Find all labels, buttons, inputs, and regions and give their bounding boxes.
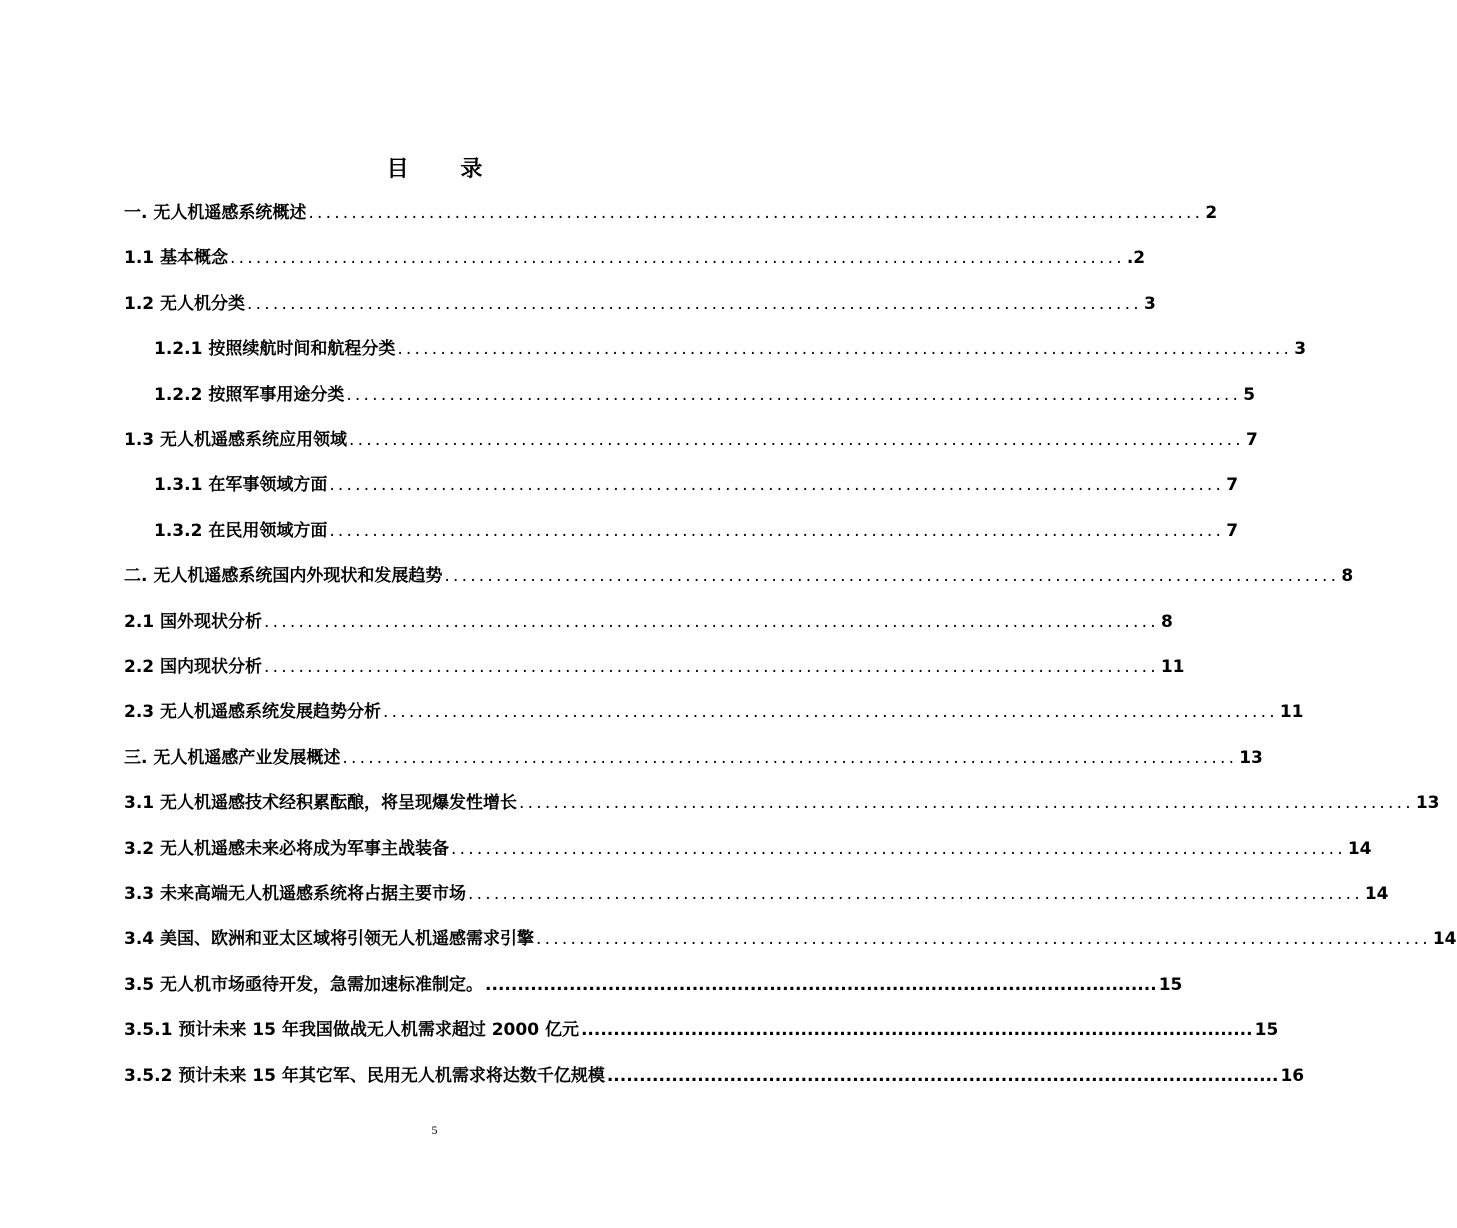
toc-entry[interactable] [124,882,1389,906]
toc-entry-page: 5 [1243,385,1256,405]
toc-entry-label: 1.3.2 在民用领域方面 [154,521,328,541]
toc-leader-dots: ........................................................................................................ [485,975,1157,995]
toc-leader-dots: ........................................................................................................ [536,929,1431,949]
toc-entry-label: 三. 无人机遥感产业发展概述 [124,748,341,768]
toc-entry-label: 1.2.2 按照军事用途分类 [154,385,345,405]
toc-entry[interactable] [124,564,1354,588]
toc-entry[interactable] [154,473,1239,497]
toc-leader-dots: ........................................................................................................ [342,748,1238,768]
toc-leader-dots: ........................................................................................................ [329,475,1225,495]
toc-entry-page: .2 [1126,248,1146,268]
toc-entry-page: 15 [1158,975,1183,995]
toc-leader-dots: ........................................................................................................ [308,203,1204,223]
toc-leader-dots: ........................................................................................................ [230,248,1125,268]
toc-leader-dots: ........................................................................................................ [519,793,1414,813]
toc-entry[interactable] [154,519,1239,543]
toc-entry-page: 16 [1280,1066,1305,1086]
toc-entry-page: 8 [1161,612,1173,632]
toc-entry-label: 1.3.1 在军事领域方面 [154,475,328,495]
toc-leader-dots: ........................................................................................................ [451,839,1346,859]
page-number: 5 [431,1123,438,1137]
toc-leader-dots: ........................................................................................................ [329,521,1225,541]
toc-leader-dots: ........................................................................................................ [606,1066,1279,1086]
toc-entry[interactable] [124,201,1218,225]
toc-leader-dots: ........................................................................................................ [264,657,1159,677]
toc-entry[interactable] [124,927,1457,951]
toc-leader-dots: ........................................................................................................ [383,702,1278,722]
toc-leader-dots: ........................................................................................................ [444,566,1340,586]
toc-entry[interactable] [124,655,1185,679]
toc-entry-label: 1.2 无人机分类 [124,294,246,314]
toc-entry-label: 3.5.1 预计未来 15 年我国做战无人机需求超过 2000 亿元 [124,1020,579,1040]
toc-leader-dots: ........................................................................................................ [247,294,1142,314]
toc-entry[interactable] [154,337,1307,361]
toc-entry-page: 14 [1347,839,1372,859]
toc-entry[interactable] [154,383,1256,407]
toc-entry-page: 3 [1294,339,1307,359]
toc-entry-label: 3.3 未来高端无人机遥感系统将占据主要市场 [124,884,467,904]
toc-entry-page: 14 [1364,884,1389,904]
toc-entry[interactable] [124,791,1440,815]
toc-entry[interactable] [124,1018,1279,1042]
toc-leader-dots: ........................................................................................................ [346,385,1242,405]
toc-entry-page: 11 [1279,702,1304,722]
toc-entry-page: 13 [1239,748,1263,768]
toc-entry[interactable] [124,700,1304,724]
toc-leader-dots: ........................................................................................................ [580,1020,1253,1040]
toc-title: 目 录 [386,157,505,182]
toc-leader-dots: ........................................................................................................ [397,339,1293,359]
toc-entry-label: 2.2 国内现状分析 [124,657,263,677]
toc-entry[interactable] [124,973,1183,997]
toc-leader-dots: ........................................................................................................ [468,884,1363,904]
toc-entry-label: 1.2.1 按照续航时间和航程分类 [154,339,396,359]
toc-entry-page: 7 [1226,475,1239,495]
toc-entry-label: 3.1 无人机遥感技术经积累酝酿，将呈现爆发性增长 [124,793,518,813]
toc-entry[interactable] [124,428,1258,452]
toc-entry-label: 一. 无人机遥感系统概述 [124,203,307,223]
toc-entry-label: 3.5.2 预计未来 15 年其它军、民用无人机需求将达数千亿规模 [124,1066,605,1086]
toc-entry-page: 2 [1205,203,1218,223]
toc-entry-label: 1.3 无人机遥感系统应用领域 [124,430,348,450]
toc-entry-label: 3.4 美国、欧洲和亚太区域将引领无人机遥感需求引擎 [124,929,535,949]
toc-entry[interactable] [124,837,1372,861]
toc-entry-label: 2.1 国外现状分析 [124,612,263,632]
toc-entry-page: 8 [1341,566,1354,586]
toc-entry[interactable] [124,610,1173,634]
toc-entry-label: 2.3 无人机遥感系统发展趋势分析 [124,702,382,722]
toc-entry-page: 7 [1246,430,1258,450]
toc-leader-dots: ........................................................................................................ [349,430,1244,450]
toc-entry-label: 3.5 无人机市场亟待开发，急需加速标准制定。 [124,975,484,995]
toc-entry[interactable] [124,246,1146,270]
toc-entry-page: 11 [1160,657,1185,677]
toc-entry-page: 3 [1144,294,1156,314]
toc-entry-label: 1.1 基本概念 [124,248,229,268]
toc-entry-page: 13 [1415,793,1440,813]
toc-leader-dots: ........................................................................................................ [264,612,1159,632]
toc-entry-label: 3.2 无人机遥感未来必将成为军事主战装备 [124,839,450,859]
toc-entry[interactable] [124,292,1156,316]
toc-entry-page: 15 [1254,1020,1279,1040]
toc-entry-page: 14 [1432,929,1457,949]
toc-entry-page: 7 [1226,521,1239,541]
toc-entry[interactable] [124,746,1263,770]
toc-entry[interactable] [124,1064,1305,1088]
toc-entry-label: 二. 无人机遥感系统国内外现状和发展趋势 [124,566,443,586]
